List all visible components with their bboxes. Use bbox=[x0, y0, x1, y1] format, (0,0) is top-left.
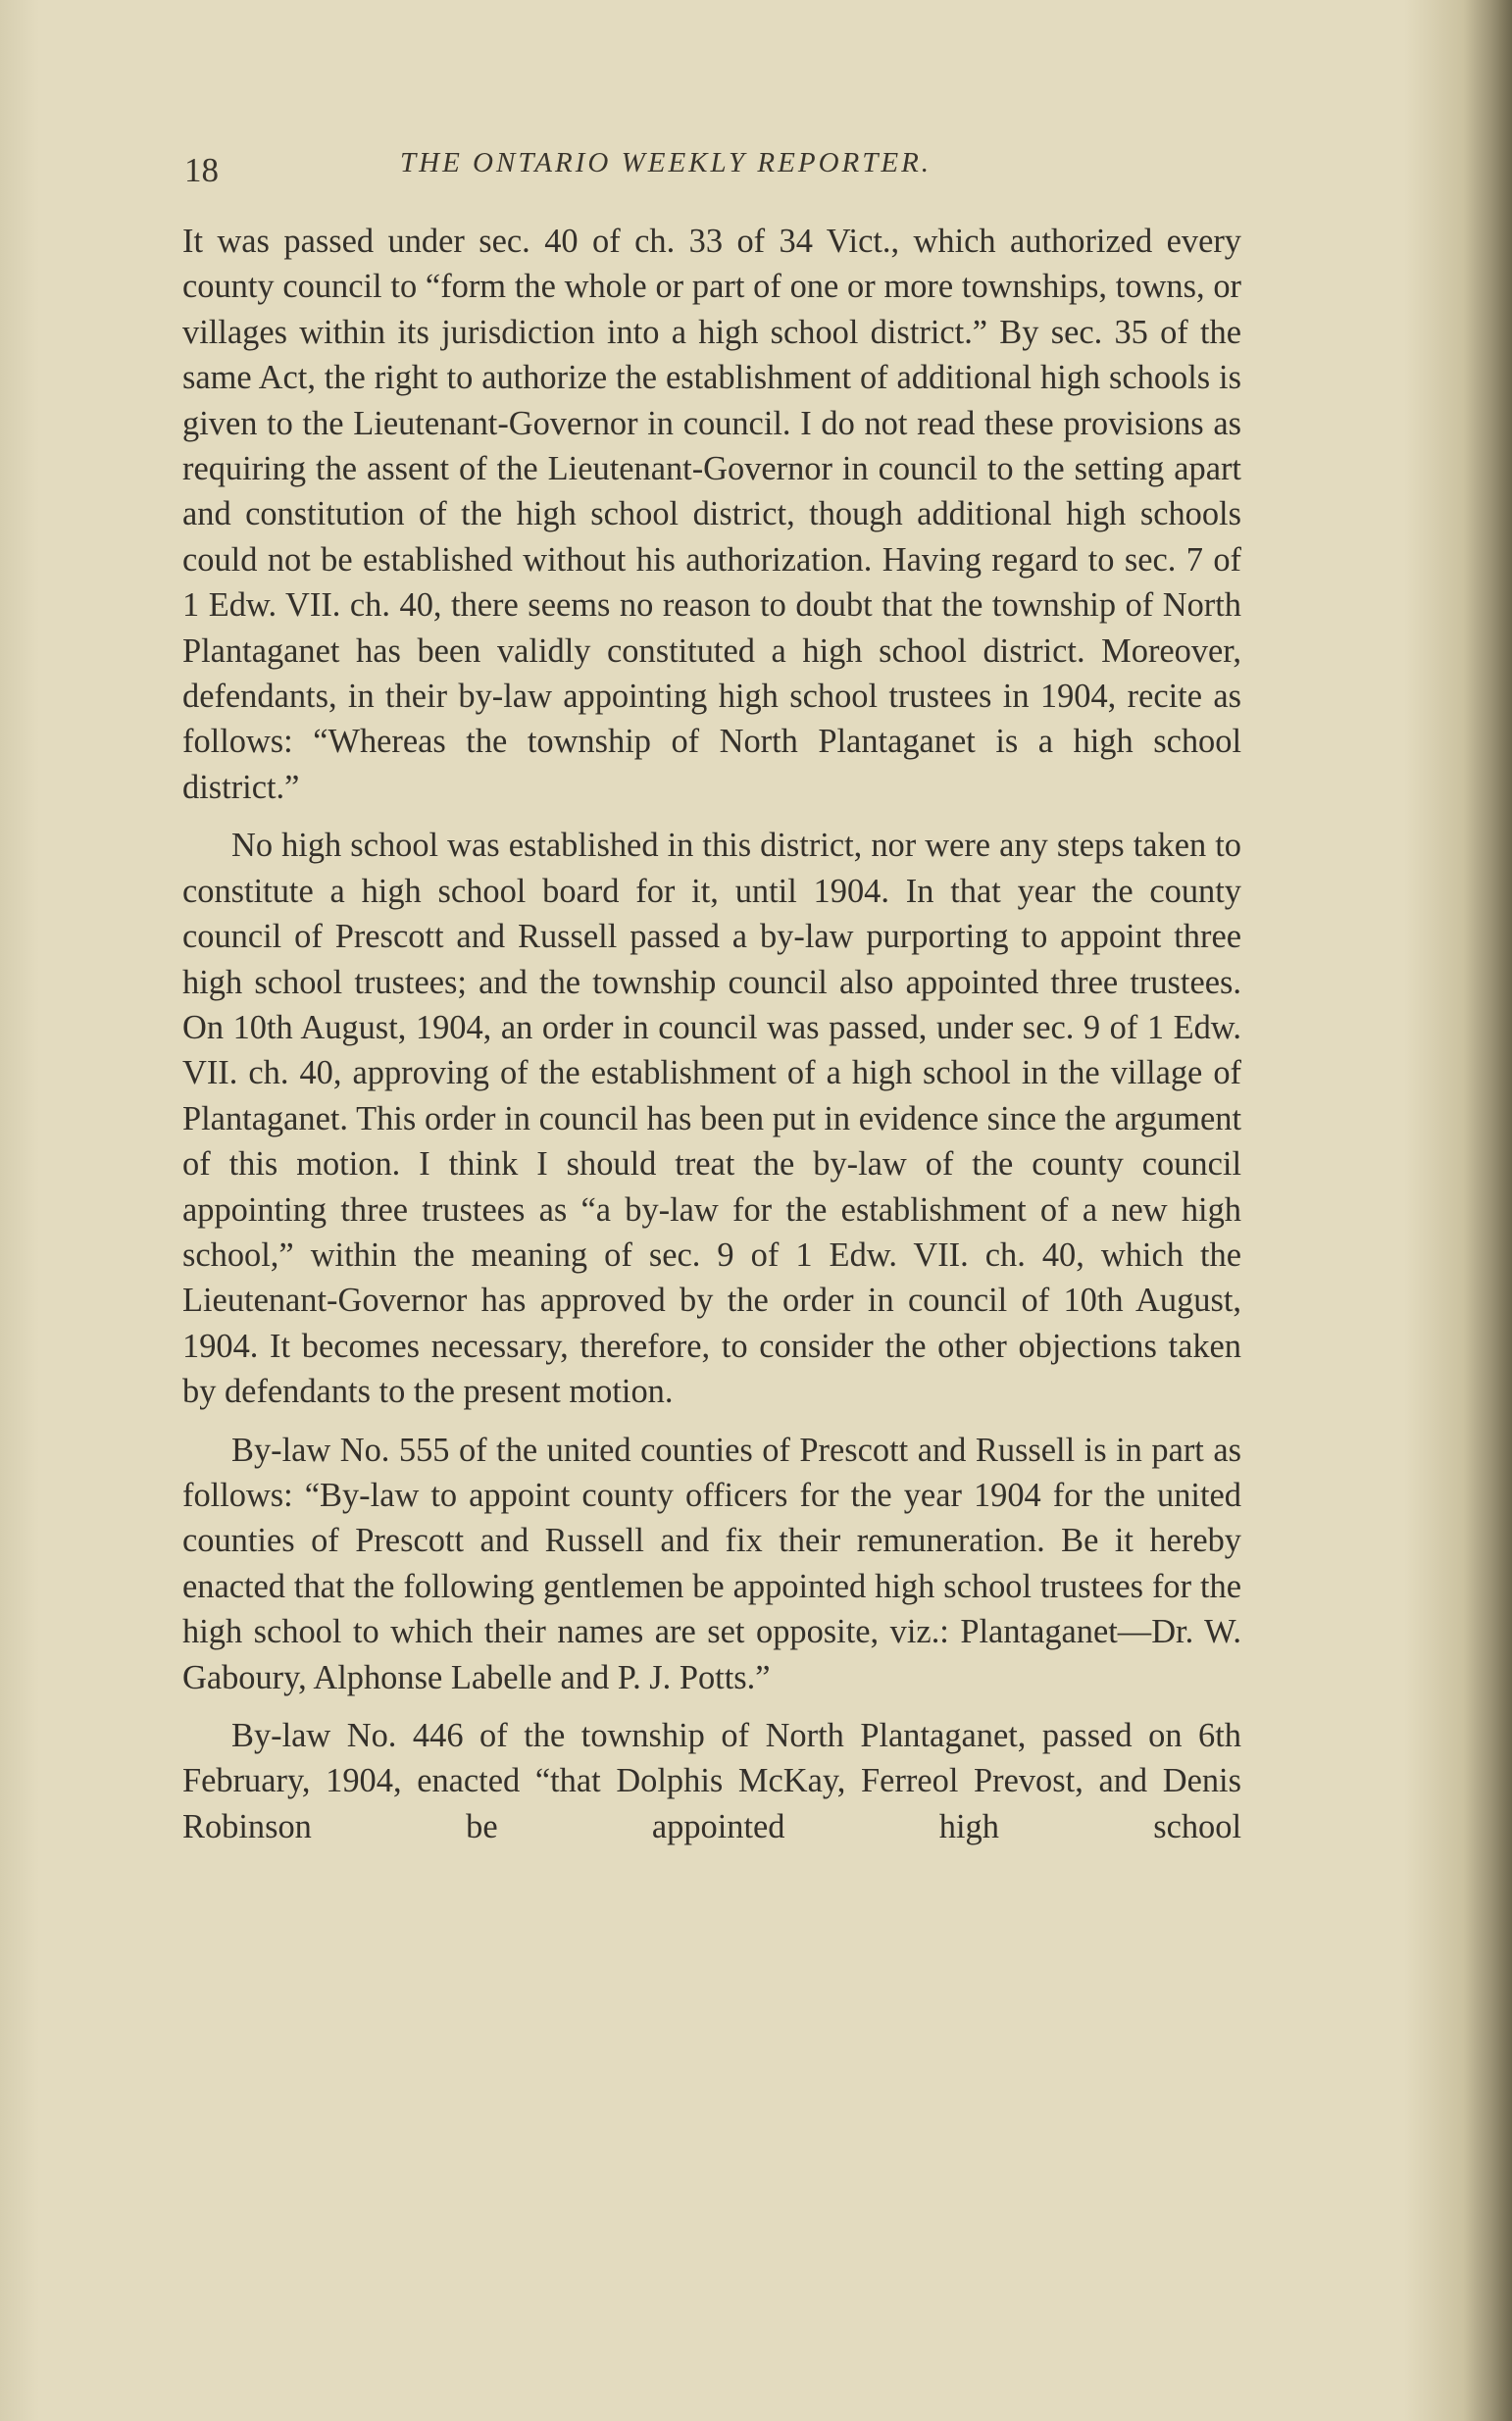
journal-title: THE ONTARIO WEEKLY REPORTER. bbox=[400, 147, 932, 178]
paragraph-1: It was passed under sec. 40 of ch. 33 of 34 Vict., which authorized every county council to “form the whole or part of one or more townships, towns, or villages within its jurisdiction into a high school district.” By sec. 35 of the same Act, the right to authorize the establishment of additional high schools is given to the Lieutenant-Governor in council. I do not read these provisions as requiring the assent of the Lieutenant-Governor in council to the setting apart and constitution of the high school district, though additional high schools could not be established without his authorization. Having regard to sec. 7 of 1 Edw. VII. ch. 40, there seems no reason to doubt that the township of North Plantaganet has been validly constituted a high school district. Moreover, defendants, in their by-law appointing high school trustees in 1904, recite as follows: “Whereas the township of North Plantaganet is a high school district.” bbox=[182, 223, 1241, 806]
paragraph-2: No high school was established in this district, nor were any steps taken to constitute a high school board for it, until 1904. In that year the county council of Prescott and Russell passed a by-law purporting to appoint three high school trustees; and the township council also appointed three trustees. On 10th August, 1904, an order in council was passed, under sec. 9 of 1 Edw. VII. ch. 40, approving of the establishment of a high school in the village of Plantaganet. This order in council has been put in evidence since the argument of this motion. I think I should treat the by-law of the county council appointing three trustees as “a by-law for the establishment of a new high school,” within the meaning of sec. 9 of 1 Edw. VII. ch. 40, which the Lieutenant-Governor has approved by the order in council of 10th August, 1904. It becomes necessary, therefore, to consider the other objections taken by defendants to the present motion. bbox=[182, 827, 1241, 1411]
paragraph-3: By-law No. 555 of the united counties of Prescott and Russell is in part as follows: “By-law to appoint county officers for the year 1904 for the united counties of Prescott and Russell and fix their remuneration. Be it hereby enacted that the following gentlemen be appointed high school trustees for the high school to which their names are set opposite, viz.: Plantaganet—Dr. W. Gaboury, Alphonse Labelle and P. J. Potts.” bbox=[182, 1431, 1241, 1696]
page-number: 18 bbox=[184, 151, 219, 189]
body-text bbox=[182, 219, 1241, 1849]
spine-shadow bbox=[0, 0, 39, 2421]
paragraph-4: By-law No. 446 of the township of North Plantaganet, passed on 6th February, 1904, enacted “that Dolphis McKay, Ferreol Prevost, and Denis Robinson be appointed high school bbox=[182, 1717, 1241, 1845]
page-edge-shadow bbox=[1404, 0, 1512, 2421]
running-head bbox=[184, 137, 1243, 189]
